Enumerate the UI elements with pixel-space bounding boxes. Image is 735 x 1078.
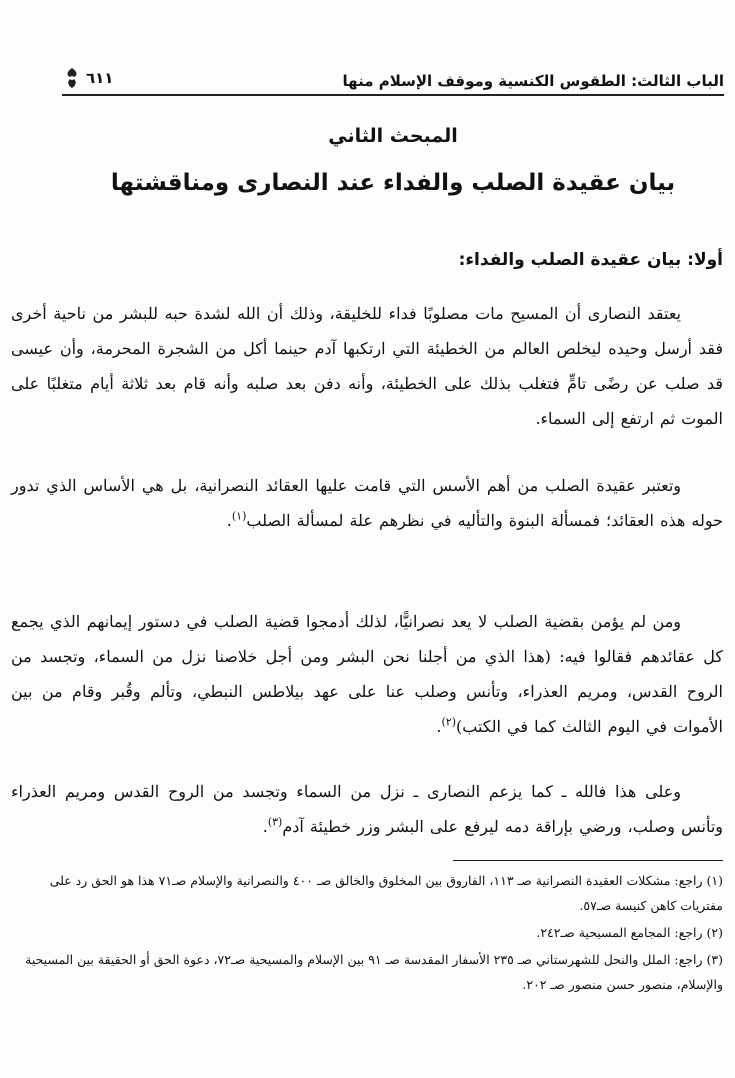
footnote-number: (٢) (706, 925, 723, 940)
running-header (62, 60, 724, 96)
page-number: ٦١١ (86, 69, 114, 87)
paragraph-end: . (436, 717, 442, 736)
footnote-text: راجع: مشكلات العقيدة النصرانية صـ ١١٣، الفاروق بين المخلوق والخالق صـ ٤٠٠ والنصرانية والإسلام صـ٧١ هذا هو الحق رد على مفتريات كاهن كنيسة صـ٥٧. (49, 873, 723, 913)
footnote-divider (453, 860, 723, 861)
paragraph-end: . (226, 511, 232, 530)
subheading: أولا: بيان عقيدة الصلب والفداء: (458, 250, 723, 270)
paragraph-3 (11, 604, 723, 744)
footnote-3 (11, 947, 723, 997)
paragraph-end: . (262, 817, 268, 836)
footnote-ref[interactable]: (٣) (267, 815, 283, 829)
paragraph-text: يعتقد النصارى أن المسيح مات مصلوبًا فداء للخليقة، وذلك أن الله لشدة حبه للبشر من ناحية أخرى فقد أرسل وحيده ليخلص العالم من الخطيئة التي ارتكبها آدم حينما أكل من الشجرة المحرمة، وأن عيسى قد صلب عن رضًى تامٍّ فتغلب بذلك على الخطيئة، وأنه دفن بعد صلبه وأنه قام بعد ثلاثة أيام متغلبًا على الموت ثم ارتفع إلى السماء. (11, 304, 724, 428)
section-title: المبحث الثاني (328, 125, 458, 147)
footnotes (11, 868, 723, 999)
footnote-2 (11, 920, 723, 945)
paragraph-text: وتعتبر عقيدة الصلب من أهم الأسس التي قامت عليها العقائد النصرانية، بل هي الأساس الذي تدور حوله هذه العقائد؛ فمسألة البنوة والتأليه في نظرهم علة لمسألة الصلب (11, 476, 723, 530)
header-title: الباب الثالث: الطقوس الكنسية وموقف الإسلام منها (342, 72, 724, 90)
paragraph-text: وعلى هذا فالله ـ كما يزعم النصارى ـ نزل من السماء وتجسد من الروح القدس ومريم العذراء وتأنس وصلب، ورضي بإراقة دمه ليرفع على البشر وزر خطيئة آدم (11, 782, 723, 836)
page-number-block (62, 66, 113, 90)
paragraph-text: ومن لم يؤمن بقضية الصلب لا يعد نصرانيًّا، لذلك أدمجوا قضية الصلب في دستور إيمانهم الذي يجمع كل عقائدهم فقالوا فيه: (هذا الذي من أجلنا نحن البشر ومن أجل خلاصنا نزل من السماء، وتجسد من الروح القدس، ومريم العذراء، وتأنس وصلب عنا على عهد بيلاطس النبطي، وتألم وقُبر وقام من بين الأموات في اليوم الثالث كما في الكتب) (11, 612, 723, 736)
footnote-text: راجع: الملل والنحل للشهرستاني صـ ٢٣٥ الأسفار المقدسة صـ ٩١ بين الإسلام والمسيحية صـ٧٢، دعوة الحق أو الحقيقة بين المسيحية والإسلام، منصور حسن منصور صـ ٢٠٢. (25, 952, 723, 992)
paragraph-1 (11, 296, 723, 436)
footnote-1 (11, 868, 723, 918)
ornament-icon (62, 66, 82, 90)
footnote-number: (٣) (706, 952, 723, 967)
footnote-text: راجع: المجامع المسيحية صـ٢٤٢. (536, 925, 703, 940)
footnote-ref[interactable]: (١) (231, 509, 247, 523)
footnote-number: (١) (706, 873, 723, 888)
paragraph-4 (11, 774, 723, 844)
chapter-title: بيان عقيدة الصلب والفداء عند النصارى ومناقشتها (110, 170, 676, 196)
paragraph-2 (11, 468, 723, 538)
footnote-ref[interactable]: (٢) (441, 715, 456, 729)
